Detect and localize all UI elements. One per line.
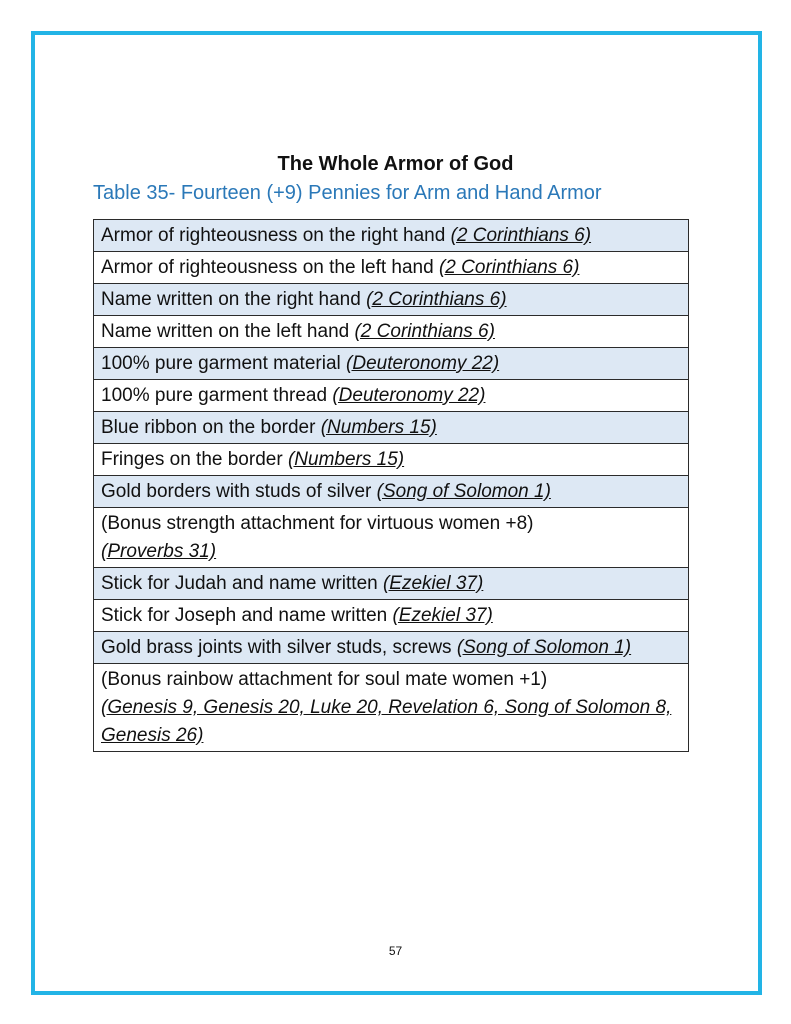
table-row [94,476,689,508]
scripture-reference: (Ezekiel 37) [392,605,493,626]
table-cell [94,632,689,664]
table-row [94,380,689,412]
table-cell [94,664,689,752]
table-row [94,220,689,252]
item-text: (Bonus rainbow attachment for soul mate women +1) [101,669,548,690]
scripture-reference: (Ezekiel 37) [382,573,484,594]
table-cell [94,444,689,476]
table-cell [94,600,689,632]
item-text: Armor of righteousness on the right hand [101,225,446,246]
scripture-reference: (Numbers 15) [287,449,405,470]
armor-table-body [94,220,689,752]
item-text: Stick for Joseph and name written [101,605,388,626]
table-cell [94,412,689,444]
scripture-reference: (Proverbs 31) [101,541,217,562]
scripture-reference: (Deuteronomy 22) [346,353,500,374]
table-row [94,632,689,664]
table-row [94,568,689,600]
table-cell [94,220,689,252]
item-text: Gold brass joints with silver studs, screws [101,637,452,658]
scripture-reference: (Deuteronomy 22) [332,385,486,406]
item-text: 100% pure garment material [101,353,341,374]
table-row [94,508,689,568]
item-text: Name written on the right hand [101,289,361,310]
table-row [94,664,689,752]
page-number: 57 [388,944,403,958]
scripture-reference: (2 Corinthians 6) [354,321,495,342]
table-row [94,444,689,476]
table-cell [94,252,689,284]
table-cell [94,476,689,508]
table-row [94,284,689,316]
scripture-reference: (Genesis 9, Genesis 20, Luke 20, Revelation 6, Song of Solomon 8, Genesis 26) [101,697,672,746]
scripture-reference: (Song of Solomon 1) [376,481,551,502]
table-caption: Table 35- Fourteen (+9) Pennies for Arm and Hand Armor [93,182,602,204]
scripture-reference: (Song of Solomon 1) [456,637,632,658]
table-cell [94,284,689,316]
document-title: The Whole Armor of God [277,153,514,175]
table-cell [94,380,689,412]
table-cell [94,316,689,348]
item-text: Stick for Judah and name written [101,573,378,594]
table-row [94,600,689,632]
scripture-reference: (2 Corinthians 6) [438,257,580,278]
table-row [94,412,689,444]
scripture-reference: (Numbers 15) [320,417,437,438]
table-row [94,348,689,380]
scripture-reference: (2 Corinthians 6) [366,289,507,310]
item-text: 100% pure garment thread [101,385,328,406]
armor-table [93,219,689,752]
item-text: Blue ribbon on the border [101,417,316,438]
item-text: Fringes on the border [101,449,283,470]
item-text: Armor of righteousness on the left hand [101,257,434,278]
scripture-reference: (2 Corinthians 6) [450,225,592,246]
table-cell [94,508,689,568]
item-text: (Bonus strength attachment for virtuous women +8) [101,513,534,534]
item-text: Gold borders with studs of silver [101,481,372,502]
table-cell [94,348,689,380]
table-row [94,316,689,348]
item-text: Name written on the left hand [101,321,350,342]
table-cell [94,568,689,600]
table-row [94,252,689,284]
